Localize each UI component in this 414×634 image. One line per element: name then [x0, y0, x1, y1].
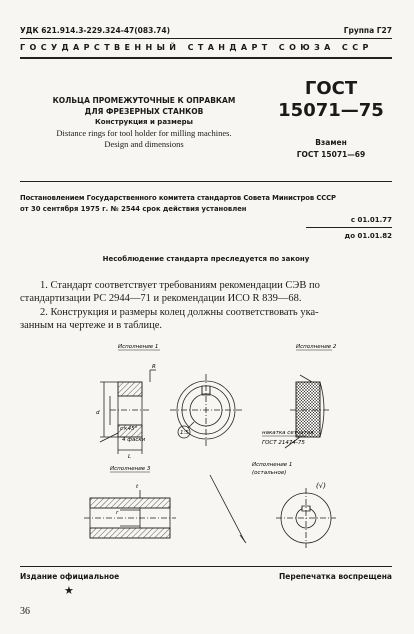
- gost-label: ГОСТ: [304, 78, 358, 99]
- group-code: Группа Г27: [343, 26, 392, 35]
- reprint-prohibited: Перепечатка воспрещена: [278, 572, 392, 581]
- title-en-line1: Distance rings for tool holder for milling machines.: [56, 128, 232, 138]
- header-rule-top: [20, 38, 392, 39]
- roughness-note: (√): [316, 482, 326, 490]
- exec3-r-label: r: [116, 510, 119, 516]
- knurl-label-2: ГОСТ 21474-75: [262, 440, 305, 446]
- paragraph-1-line1: 1. Стандарт соответствует требованиям рекомендации СЭВ по: [40, 280, 320, 291]
- length-label: L: [128, 454, 132, 460]
- paragraph-2-line2: занным на чертеже и в таблице.: [20, 320, 163, 331]
- chamfer-label: c×45°: [120, 426, 138, 432]
- exec-note-2: (остальное): [252, 470, 287, 476]
- valid-to: до 01.01.82: [344, 232, 392, 240]
- paragraph-1-line2: стандартизации РС 2944—71 и рекомендации ИСО R 839—68.: [20, 293, 302, 304]
- official-edition: Издание официальное: [20, 572, 120, 581]
- exec-note-1: Исполнение 1: [252, 462, 293, 468]
- callout-a: 1:5: [180, 430, 189, 436]
- decree-line2: от 30 сентября 1975 г. № 2544 срок действия установлен: [20, 205, 247, 213]
- replaces-value: ГОСТ 15071—69: [296, 150, 366, 159]
- replaces-label: Взамен: [315, 138, 347, 147]
- valid-rule: [306, 227, 392, 228]
- udc-code: УДК 621.914.3-229.324-47(083.74): [20, 26, 171, 35]
- exec3-t-label: t: [136, 484, 139, 490]
- title-ru-subtitle: Конструкция и размеры: [95, 118, 193, 126]
- exec3-front-view: [276, 488, 336, 548]
- gost-number: 15071—75: [278, 100, 384, 121]
- exec3-note-leader: [210, 475, 246, 543]
- diameter-label: d: [96, 410, 100, 416]
- title-ru-line1: КОЛЬЦА ПРОМЕЖУТОЧНЫЕ К ОПРАВКАМ: [52, 96, 236, 105]
- title-ru-line2: ДЛЯ ФРЕЗЕРНЫХ СТАНКОВ: [84, 107, 204, 116]
- footer-rule: [20, 566, 392, 567]
- law-notice: Несоблюдение стандарта преследуется по закону: [102, 255, 310, 263]
- paragraph-2-line1: 2. Конструкция и размеры колец должны соответствовать ука-: [40, 307, 319, 318]
- decree-line1: Постановлением Государственного комитета стандартов Совета Министров СССР: [20, 194, 336, 202]
- state-standard-heading: ГОСУДАРСТВЕННЫЙ СТАНДАРТ СОЮЗА ССР: [20, 43, 373, 52]
- exec2-knurled-view: [285, 375, 330, 448]
- roughness-label: R: [152, 364, 156, 370]
- exec3-label: Исполнение 3: [110, 466, 151, 472]
- exec3-section-view: [84, 490, 176, 538]
- star-mark: ★: [64, 584, 74, 597]
- title-en-line2: Design and dimensions: [104, 139, 184, 149]
- header-rule-bottom: [20, 57, 392, 59]
- knurl-label-1: накатка сетчатая: [262, 430, 314, 436]
- title-rule: [20, 181, 392, 182]
- valid-from: с 01.01.77: [350, 216, 392, 224]
- cross-label: 4 фаски: [122, 437, 146, 443]
- page-number: 36: [20, 606, 30, 617]
- technical-drawing: [0, 330, 414, 560]
- exec2-label: Исполнение 2: [296, 344, 337, 350]
- exec1-label: Исполнение 1: [118, 344, 159, 350]
